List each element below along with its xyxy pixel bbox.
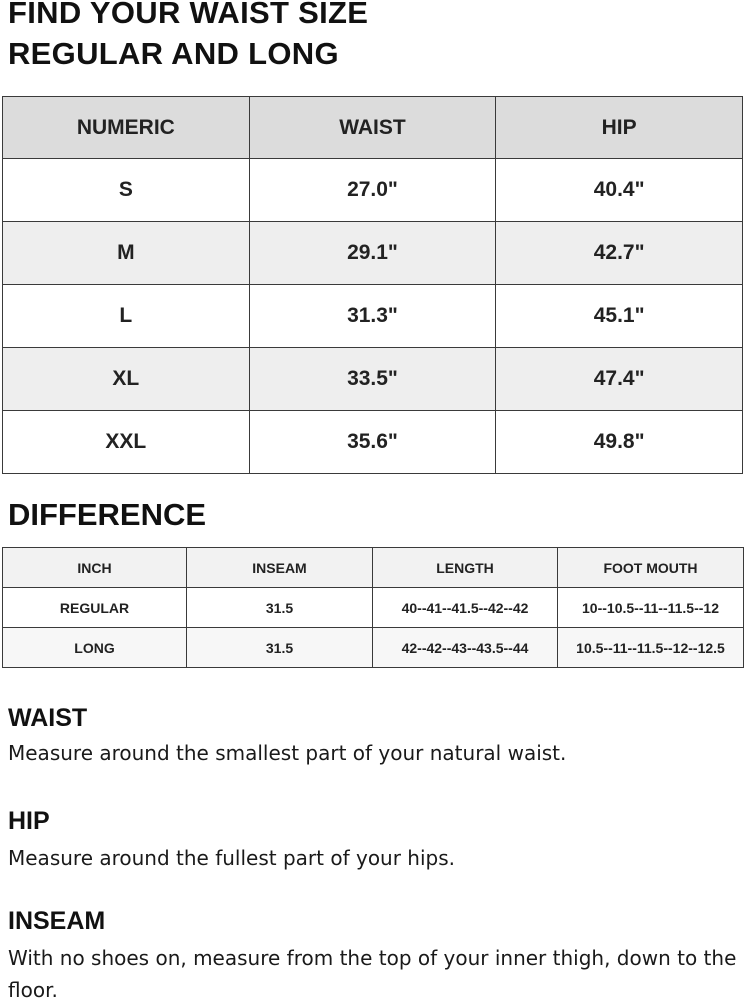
- size-cell: L: [3, 285, 250, 348]
- foot-mouth-cell: 10--10.5--11--11.5--12: [558, 588, 744, 628]
- table-row: [3, 222, 743, 285]
- length-cell: 42--42--43--43.5--44: [373, 628, 558, 668]
- waist-heading: WAIST: [8, 704, 88, 732]
- hip-cell: 45.1": [496, 285, 743, 348]
- table-row: [3, 348, 743, 411]
- page-title: FIND YOUR WAIST SIZE: [8, 0, 369, 30]
- difference-table: [2, 547, 744, 668]
- waist-cell: 27.0": [249, 159, 496, 222]
- table-row: [3, 588, 744, 628]
- column-header-numeric: NUMERIC: [3, 97, 250, 159]
- hip-cell: 42.7": [496, 222, 743, 285]
- foot-mouth-cell: 10.5--11--11.5--12--12.5: [558, 628, 744, 668]
- size-cell: S: [3, 159, 250, 222]
- hip-description: Measure around the fullest part of your hips.: [8, 846, 456, 870]
- inseam-description: With no shoes on, measure from the top of your inner thigh, down to the floor.: [8, 946, 737, 1002]
- page-subtitle: REGULAR AND LONG: [8, 36, 339, 71]
- inseam-heading: INSEAM: [8, 907, 106, 935]
- column-header-inch: INCH: [3, 548, 187, 588]
- hip-cell: 49.8": [496, 411, 743, 474]
- size-cell: M: [3, 222, 250, 285]
- fit-cell: REGULAR: [3, 588, 187, 628]
- column-header-length: LENGTH: [373, 548, 558, 588]
- table-row: [3, 285, 743, 348]
- column-header-inseam: INSEAM: [187, 548, 373, 588]
- size-cell: XL: [3, 348, 250, 411]
- waist-description: Measure around the smallest part of your natural waist.: [8, 741, 567, 765]
- column-header-foot-mouth: FOOT MOUTH: [558, 548, 744, 588]
- hip-heading: HIP: [8, 807, 50, 835]
- inseam-cell: 31.5: [187, 628, 373, 668]
- inseam-cell: 31.5: [187, 588, 373, 628]
- length-cell: 40--41--41.5--42--42: [373, 588, 558, 628]
- hip-cell: 40.4": [496, 159, 743, 222]
- column-header-hip: HIP: [496, 97, 743, 159]
- table-header-row: [3, 97, 743, 159]
- size-cell: XXL: [3, 411, 250, 474]
- fit-cell: LONG: [3, 628, 187, 668]
- table-row: [3, 411, 743, 474]
- difference-title: DIFFERENCE: [8, 497, 207, 532]
- column-header-waist: WAIST: [249, 97, 496, 159]
- waist-cell: 33.5": [249, 348, 496, 411]
- hip-cell: 47.4": [496, 348, 743, 411]
- table-row: [3, 159, 743, 222]
- waist-cell: 31.3": [249, 285, 496, 348]
- size-chart-table: [2, 96, 743, 474]
- table-header-row: [3, 548, 744, 588]
- table-row: [3, 628, 744, 668]
- waist-cell: 35.6": [249, 411, 496, 474]
- waist-cell: 29.1": [249, 222, 496, 285]
